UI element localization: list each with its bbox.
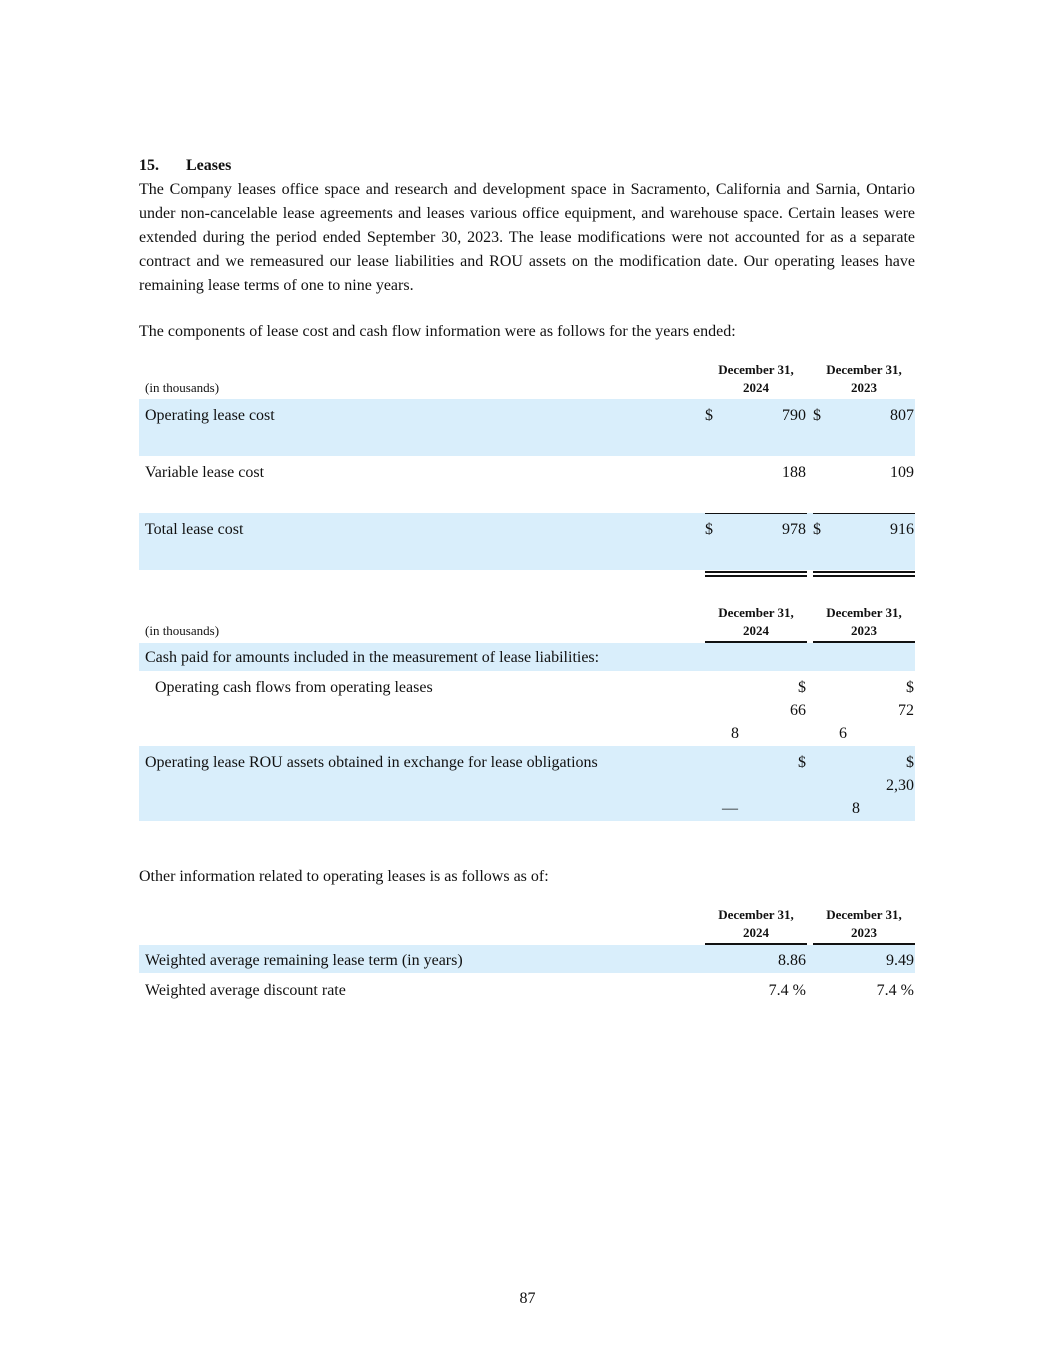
row-label-operating-lease-cost: Operating lease cost (145, 407, 275, 424)
row-label-operating-cash-flows: Operating cash flows from operating leases (155, 679, 433, 696)
cash-paid-section-label: Cash paid for amounts included in the measurement of lease liabilities: (145, 649, 600, 666)
currency-symbol: $ (798, 679, 806, 696)
operating-lease-cost-2023: 807 (890, 407, 914, 424)
weighted-average-term-2023: 9.49 (886, 952, 914, 969)
operating-lease-cost-2024: 790 (782, 407, 806, 424)
row-label-total-lease-cost: Total lease cost (145, 521, 244, 538)
table3-col1-header: December 31, 2024 (718, 907, 794, 940)
total-lease-cost-2024: 978 (782, 521, 806, 538)
table2-col1-header: December 31, 2024 (718, 605, 794, 638)
table1-col2-header: December 31, 2023 (826, 362, 902, 395)
table3-intro: Other information related to operating leases is as follows as of: (139, 868, 549, 885)
row-label-weighted-average-term: Weighted average remaining lease term (in years) (145, 952, 463, 969)
section-title: Leases (186, 157, 232, 174)
table2-units: (in thousands) (145, 623, 220, 638)
currency-symbol: $ (813, 521, 821, 538)
rou-assets-2023-part2: 8 (852, 800, 860, 817)
table1-col1-header: December 31, 2024 (718, 362, 794, 395)
row-label-rou-assets: Operating lease ROU assets obtained in exchange for lease obligations (145, 754, 598, 771)
currency-symbol: $ (798, 754, 806, 771)
total-lease-cost-2023: 916 (890, 521, 914, 538)
variable-lease-cost-2023: 109 (890, 464, 914, 481)
section-number: 15. (139, 157, 159, 174)
currency-symbol: $ (906, 679, 914, 696)
row-label-variable-lease-cost: Variable lease cost (145, 464, 265, 481)
row-label-weighted-average-rate: Weighted average discount rate (145, 982, 346, 999)
subtotal-rule (705, 513, 807, 514)
rou-assets-2024: — (722, 800, 738, 817)
section-heading (139, 156, 231, 176)
table1-intro: The components of lease cost and cash flow information were as follows for the years ended: (139, 323, 736, 340)
page-number: 87 (519, 1290, 536, 1307)
subtotal-rule (813, 513, 915, 514)
currency-symbol: $ (813, 407, 821, 424)
rou-assets-2023-part1: 2,30 (886, 777, 914, 794)
operating-cash-flows-2023-part1: 72 (898, 702, 914, 719)
total-double-rule (813, 571, 915, 577)
total-double-rule (705, 571, 807, 577)
table1-units: (in thousands) (145, 380, 220, 395)
currency-symbol: $ (705, 407, 713, 424)
operating-cash-flows-2024-part2: 8 (731, 725, 739, 742)
operating-cash-flows-2023-part2: 6 (839, 725, 847, 742)
weighted-average-term-2024: 8.86 (778, 952, 806, 969)
weighted-average-rate-2023: 7.4 % (876, 982, 914, 999)
currency-symbol: $ (906, 754, 914, 771)
currency-symbol: $ (705, 521, 713, 538)
operating-cash-flows-2024-part1: 66 (790, 702, 806, 719)
weighted-average-rate-2024: 7.4 % (768, 982, 806, 999)
table2-col2-header: December 31, 2023 (826, 605, 902, 638)
table3-col2-header: December 31, 2023 (826, 907, 902, 940)
variable-lease-cost-2024: 188 (782, 464, 806, 481)
leases-paragraph: The Company leases office space and research and development space in Sacramento, California and Sarnia, Ontario under non-cancelable lease agreements and leases various office equipment, and warehouse space. Certain leases were extended during the period ended September 30, 2023. The lease modifications were not accounted for as a separate contract and we remeasured our lease liabilities and ROU assets on the modification date. Our operating leases have remaining lease terms of one to nine years. (139, 181, 915, 294)
